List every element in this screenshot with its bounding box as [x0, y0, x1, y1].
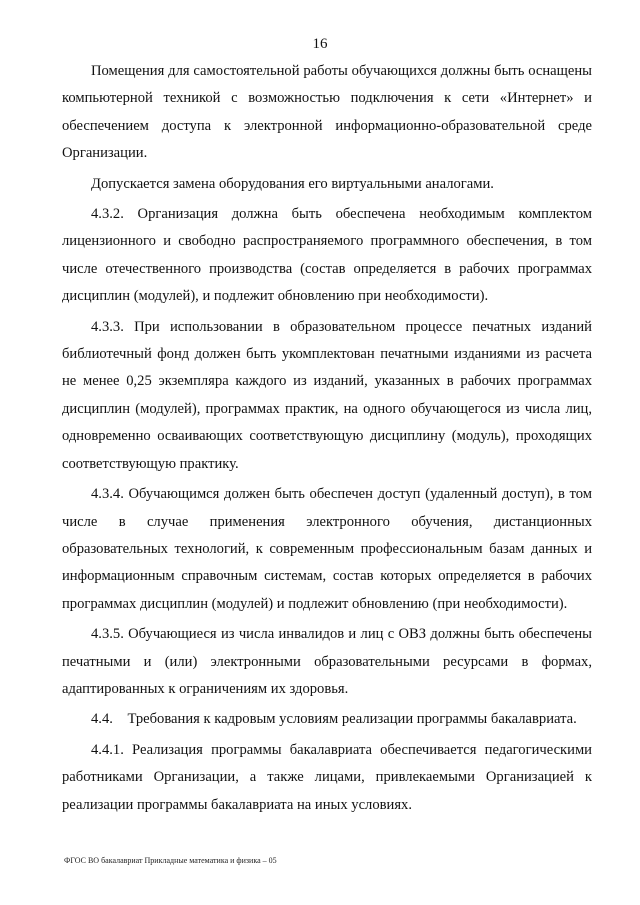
paragraph-4-3-4: 4.3.4. Обучающимся должен быть обеспечен доступ (удаленный доступ), в том числе в случае применения электронного обучения, дистанционных образовательных технологий, к современным профессиональным базам данных и информационным справочным системам, состав которых определяется в рабочих программах дисциплин (модулей) и подлежит обновлению (при необходимости).	[62, 486, 592, 612]
paragraph-4-4-1: 4.4.1. Реализация программы бакалавриата обеспечивается педагогическими работниками Организации, а также лицами, привлекаемыми Организацией к реализации программы бакалавриата на иных условиях.	[62, 741, 592, 813]
paragraph-virtual-analogs: Допускается замена оборудования его виртуальными аналогами.	[91, 175, 494, 192]
paragraph-4-3-3: 4.3.3. При использовании в образовательном процессе печатных изданий библиотечный фонд должен быть укомплектован печатными изданиями из расчета не менее 0,25 экземпляра каждого из изданий, указанных в рабочих программах дисциплин (модулей), программах практик, на одного обучающегося из числа лиц, одновременно осваивающих соответствующую дисциплину (модуль), проходящих соответствующую практику.	[62, 318, 592, 472]
page-number: 16	[312, 36, 328, 52]
paragraph-4-3-5: 4.3.5. Обучающиеся из числа инвалидов и лиц с ОВЗ должны быть обеспечены печатными и (или) электронными образовательными ресурсами в формах, адаптированных к ограничениям их здоровья.	[62, 626, 592, 697]
paragraph-premises: Помещения для самостоятельной работы обучающихся должны быть оснащены компьютерной техникой с возможностью подключения к сети «Интернет» и обеспечением доступа к электронной информационно-образовательной среде Организации.	[62, 63, 592, 162]
paragraph-4-3-2: 4.3.2. Организация должна быть обеспечена необходимым комплектом лицензионного и свободно распространяемого программного обеспечения, в том числе отечественного производства (состав определяется в рабочих программах дисциплин (модулей), и подлежит обновлению при необходимости).	[62, 206, 592, 305]
document-body	[62, 58, 592, 819]
footer-text: ФГОС ВО бакалавриат Прикладные математика и физика – 05	[64, 856, 277, 865]
section-heading-4-4: 4.4. Требования к кадровым условиям реализации программы бакалавриата.	[91, 711, 577, 728]
